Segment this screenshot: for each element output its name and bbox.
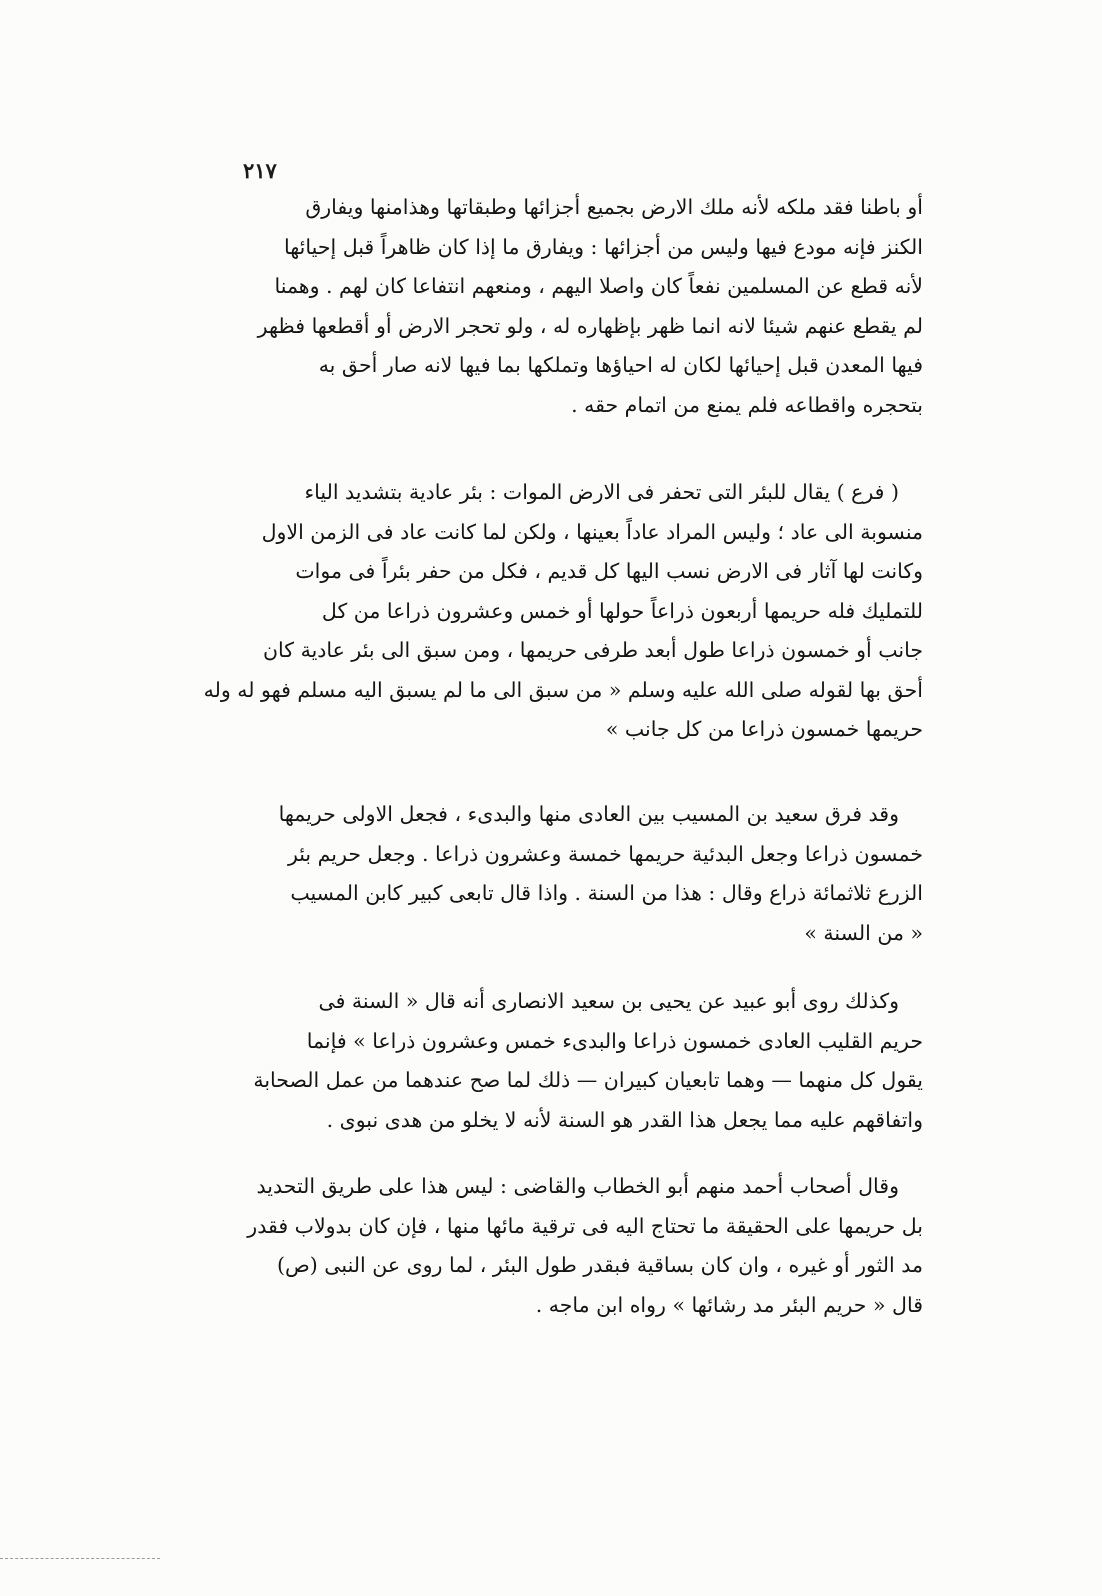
- paragraph-1-line-6: بتحجره واقطاعه فلم يمنع من اتمام حقه .: [571, 392, 923, 417]
- paragraph-2-line-5: جانب أو خمسون ذراعا طول أبعد طرفى حريمها ، ومن سبق الى بئر عادية كان: [263, 638, 923, 662]
- paragraph-3: [198, 795, 923, 953]
- paragraph-2: [198, 473, 923, 750]
- paragraph-1: [198, 188, 923, 425]
- paragraph-4-line-1: وكذلك روى أبو عبيد عن يحيى بن سعيد الانصارى أنه قال « السنة فى: [318, 989, 899, 1013]
- scan-edge-rule: [0, 1558, 160, 1559]
- paragraph-2-line-3: وكانت لها آثار فى الارض نسب اليها كل قديم ، فكل من حفر بئراً فى موات: [295, 559, 923, 583]
- paragraph-1-line-4: لم يقطع عنهم شيئا لانه انما ظهر بإظهاره له ، ولو تحجر الارض أو أقطعها فظهر: [257, 313, 923, 338]
- paragraph-5-line-3: مد الثور أو غيره ، وان كان بساقية فبقدر طول البئر ، لما روى عن النبى (ص): [277, 1253, 923, 1277]
- paragraph-3-line-2: خمسون ذراعا وجعل البدئية حريمها خمسة وعشرون ذراعا . وجعل حريم بئر: [287, 841, 923, 866]
- paragraph-1-line-1: أو باطنا فقد ملكه لأنه ملك الارض بجميع أجزائها وطبقاتها وهذامنها ويفارق: [305, 195, 923, 219]
- page-number: ٢١٧: [243, 158, 277, 183]
- paragraph-4: [198, 982, 923, 1140]
- paragraph-1-line-3: لأنه قطع عن المسلمين نفعاً كان واصلا اليهم ، ومنعهم انتفاعا كان لهم . وهمنا: [274, 274, 923, 298]
- paragraph-5-line-4: قال « حريم البئر مد رشائها » رواه ابن ماجه .: [535, 1292, 923, 1317]
- paragraph-2-line-7: حريمها خمسون ذراعا من كل جانب »: [605, 717, 923, 741]
- paragraph-5-line-2: بل حريمها على الحقيقة ما تحتاج اليه فى ترقية مائها منها ، فإن كان بدولاب فقدر: [247, 1213, 923, 1238]
- paragraph-1-line-5: فيها المعدن قبل إحيائها لكان له احياؤها وتملكها بما فيها لانه صار أحق به: [318, 353, 923, 377]
- paragraph-2-line-2: منسوبة الى عاد ؛ وليس المراد عاداً بعينها ، ولكن لما كانت عاد فى الزمن الاول: [261, 519, 923, 544]
- paragraph-3-line-3: الزرع ثلاثمائة ذراع وقال : هذا من السنة . واذا قال تابعى كبير كابن المسيب: [290, 881, 923, 905]
- paragraph-2-line-4: للتمليك فله حريمها أربعون ذراعاً حولها أو خمس وعشرون ذراعا من كل: [321, 598, 923, 623]
- paragraph-5: [198, 1167, 923, 1325]
- paragraph-4-line-2: حريم القليب العادى خمسون ذراعا والبدىء خمس وعشرون ذراعا » فإنما: [306, 1028, 923, 1053]
- paragraph-2-line-6: أحق بها لقوله صلى الله عليه وسلم « من سبق الى ما لم يسبق اليه مسلم فهو له وله: [203, 677, 923, 702]
- paragraph-2-line-1: ( فرع ) يقال للبئر التى تحفر فى الارض الموات : بئر عادية بتشديد الياء: [304, 480, 899, 504]
- paragraph-4-line-3: يقول كل منهما — وهما تابعيان كبيران — ذلك لما صح عندهما من عمل الصحابة: [253, 1068, 923, 1092]
- paragraph-5-line-1: وقال أصحاب أحمد منهم أبو الخطاب والقاضى : ليس هذا على طريق التحديد: [256, 1174, 899, 1198]
- paragraph-3-line-1: وقد فرق سعيد بن المسيب بين العادى منها والبدىء ، فجعل الاولى حريمها: [278, 802, 899, 826]
- paragraph-3-line-4: « من السنة »: [804, 920, 923, 945]
- paragraph-1-line-2: الكنز فإنه مودع فيها وليس من أجزائها : ويفارق ما إذا كان ظاهراً قبل إحيائها: [283, 234, 923, 259]
- paragraph-4-line-4: واتفاقهم عليه مما يجعل هذا القدر هو السنة لأنه لا يخلو من هدى نبوى .: [326, 1107, 923, 1132]
